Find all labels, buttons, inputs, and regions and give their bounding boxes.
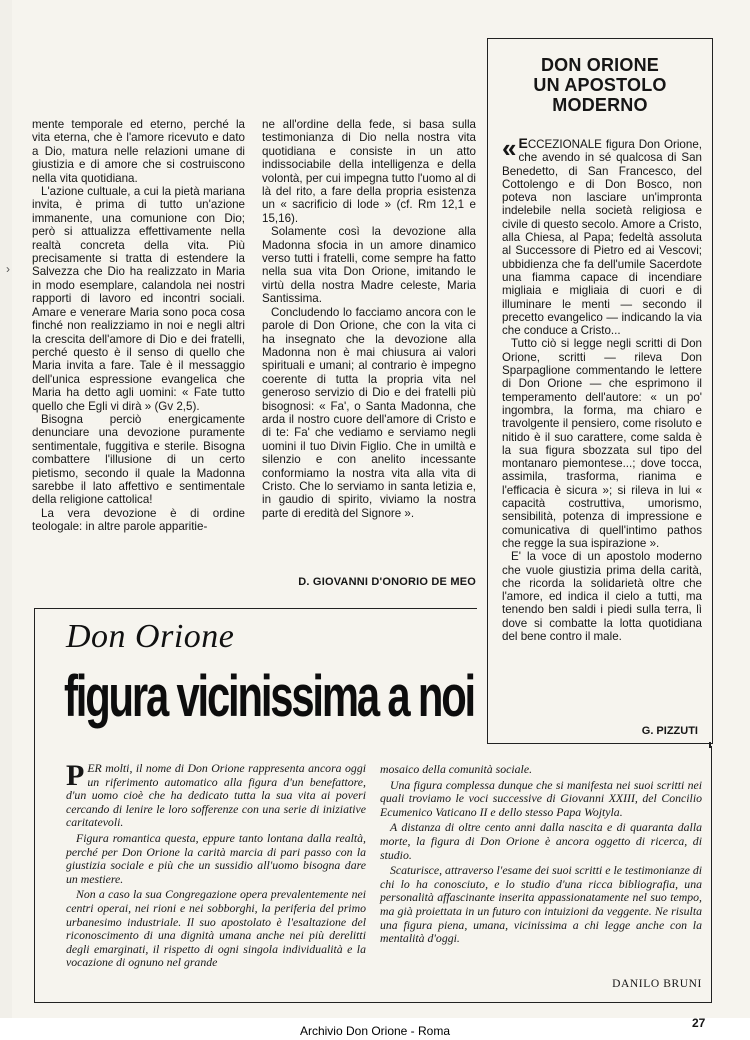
sidebar-title bbox=[488, 55, 712, 115]
quote-mark: « bbox=[502, 133, 515, 163]
paragraph: mosaico della comunità sociale. bbox=[380, 762, 533, 776]
archive-caption: Archivio Don Orione - Roma bbox=[299, 1024, 451, 1038]
paragraph: L'azione cultuale, a cui la pietà mariana invita, è prima di tutto un'azione immanente, una comunione con Dio; però si attualizza effettivamente nella realtà concreta della vita. Più precisamente si tratta di estendere la Salvezza che Dio ha realizzato in Maria in modo esemplare, calandola nei nostri rapporti di lavoro ed incontri sociali. Amare e venerare Maria sono poca cosa finché non realizziamo in noi e negli altri la crescita dell'amore di Dio e dei fratelli, perché questo è il senso di quello che Maria invita a fare. Tale è il messaggio dell'unica espressione evangelica che Maria ha detto agli uomini: « Fate tutto quello che Egli vi dirà » (Gv 2,5). bbox=[32, 185, 245, 413]
feature-headline: figura vicinissima a noi bbox=[64, 664, 474, 729]
binding-mark: › bbox=[6, 262, 10, 276]
paragraph: mente temporale ed eterno, perché la vita eterna, che è l'amore ricevuto e dato a Dio, matura nelle relazioni umane di giustizia e di amore che si costruiscono nella vita quotidiana. bbox=[32, 118, 245, 185]
paragraph: Concludendo lo facciamo ancora con le parole di Don Orione, che con la vita ci ha insegnato che la devozione alla Madonna non è mai chiusura ai valori spirituali e umani; al contrario è impegno coerente di tutta la propria vita nel generoso servizio di Dio e dei fratelli più bisognosi: « Fa', o Santa Madonna, che arda il nostro cuore dell'amore di Cristo e di te: Fa' che vediamo e serviamo negli uomini il tuo Divin Figlio. Che in umiltà e silenzio e con anelito incessante conformiamo la nostra vita alla vita di Cristo. Che lo serviamo in santa letizia e, in gaudio di spirito, viviamo la nostra parte di eredità del Signore ». bbox=[262, 305, 476, 520]
initial-letter: E bbox=[518, 135, 528, 151]
paragraph: Scaturisce, attraverso l'esame dei suoi scritti e le testimonianze di chi lo ha conosciuto, e lo studio d'una ricca bibliografia, una personalità affascinante inserita appassionatamente nel suo tempo, ma già proiettata in un futuro con intuizioni da veggente. Ne risulta una figura piena, umana, vicinissima a chi legge anche con la mentalità d'oggi. bbox=[380, 863, 702, 946]
page-number: 27 bbox=[692, 1016, 706, 1030]
sidebar-title-line: MODERNO bbox=[552, 95, 648, 115]
paragraph-text: CCEZIONALE figura Don Orione, che avendo in sé qualcosa di San Benedetto, di San Francesco, del Cottolengo e di Don Bosco, non poteva non lasciare un'impronta indelebile nella società religiosa e civile di questo secolo. Amore a Cristo, alla Chiesa, al Papa; fedeltà assoluta al Successore di Pietro ed ai Vescovi; ubbidienza che fa dell'umile Sacerdote una fiamma capace di incendiare migliaia e migliaia di cuori e di illuminare le menti — secondo il precetto evangelico — indicando la via che conduce a Cristo... bbox=[502, 138, 702, 338]
paragraph: A distanza di oltre cento anni dalla nascita e di quaranta dalla morte, la figura di Don Orione è ancora oggetto di ricerca, di studio. bbox=[380, 820, 702, 862]
main-article-signature: D. GIOVANNI D'ONORIO DE MEO bbox=[298, 576, 476, 588]
main-article-column-1 bbox=[32, 118, 245, 534]
feature-frame-joint bbox=[709, 742, 711, 748]
paragraph: Solamente così la devozione alla Madonna sfocia in un amore dinamico verso tutti i fratelli, come sempre ha fatto nella sua vita Don Orione, imitando le virtù della nostra Madre celeste, Maria Santissima. bbox=[262, 225, 476, 306]
feature-signature: DANILO BRUNI bbox=[612, 978, 702, 990]
sidebar-title-line: UN APOSTOLO bbox=[533, 75, 667, 95]
main-article-column-2 bbox=[262, 118, 476, 520]
paragraph bbox=[502, 133, 702, 338]
sidebar-title-line: DON ORIONE bbox=[540, 55, 659, 75]
drop-cap: P bbox=[66, 759, 85, 792]
paragraph-text: ER molti, il nome di Don Orione rappresenta ancora oggi un riferimento automatico alla figura d'un benefattore, d'un uomo cioè che ha dedicato tutta la sua vita ai poveri cercando di lenire le loro sofferenze con una serie di iniziative caritatevoli. bbox=[66, 761, 366, 830]
sidebar-signature: G. PIZZUTI bbox=[641, 725, 698, 737]
feature-column-2 bbox=[380, 763, 702, 948]
paragraph: Non a caso la sua Congregazione opera prevalentemente nei centri operai, nei rioni e nei sobborghi, la periferia del primo urbanesimo industriale. Il suo apostolato è l'esaltazione del riconoscimento di una dignità umana anche nei più derelitti degli emarginati, il rispetto di ogni singola individualità e la vocazione di ognuno nel grande bbox=[66, 887, 366, 970]
sidebar-box bbox=[487, 38, 713, 744]
sidebar-body bbox=[502, 133, 702, 643]
paragraph: La vera devozione è di ordine teologale: in altre parole apparitie- bbox=[32, 506, 245, 534]
feature-column-1 bbox=[66, 759, 366, 972]
paragraph bbox=[66, 759, 366, 830]
paragraph: Una figura complessa dunque che si manifesta nei suoi scritti nei quali troviamo le voci successive di Giovanni XXIII, del Concilio Ecumenico Vaticano II e dello stesso Papa Wojtyla. bbox=[380, 777, 702, 819]
paragraph: Figura romantica questa, eppure tanto lontana dalla realtà, perché per Don Orione la carità marcia di pari passo con la giustizia sociale e più che un sussidio all'uomo bisogna dare un mestiere. bbox=[66, 830, 366, 886]
feature-kicker: Don Orione bbox=[66, 618, 235, 655]
paragraph: Tutto ciò si legge negli scritti di Don Orione, scritti — rileva Don Sparpaglione commentando le lettere di Don Orione — che esprimono il temperamento dell'autore: « un po' ingombra, la forma, ma chiaro e travolgente il pensiero, come risoluto e nitido è il suo carattere, come salda è la sua figura sbozzata sul tipo del montanaro piemontese...; dove tocca, assimila, trasforma, rianima e l'efficacia è sicura »; si rileva in lui « capacità costruttiva, umorismo, sensibilità, potenza di impressione e comunicativa di quell'intimo pathos che regge la sua ispirazione ». bbox=[502, 337, 702, 550]
paragraph: ne all'ordine della fede, si basa sulla testimonianza di Dio nella nostra vita quotidiana e consiste in un atto indissociabile della intelligenza e della volontà, per cui impegna tutto l'uomo al di là del rito, a fare della propria esistenza un « sacrificio di lode » (cf. Rm 12,1 e 15,16). bbox=[262, 118, 476, 225]
paragraph: E' la voce di un apostolo moderno che vuole giustizia prima della carità, che ricorda la solidarietà oltre che l'amore, ed indica il cielo a tutti, ma tenendo ben saldi i piedi sulla terra, lì dove si combatte la lotta quotidiana del bene contro il male. bbox=[502, 550, 702, 643]
paragraph: Bisogna perciò energicamente denunciare una devozione puramente sentimentale, fuggitiva e sterile. Bisogna combattere l'illusione di un certo pietismo, secondo il quale la Madonna sarebbe il lato affettivo e sentimentale della religione cattolica! bbox=[32, 412, 245, 507]
